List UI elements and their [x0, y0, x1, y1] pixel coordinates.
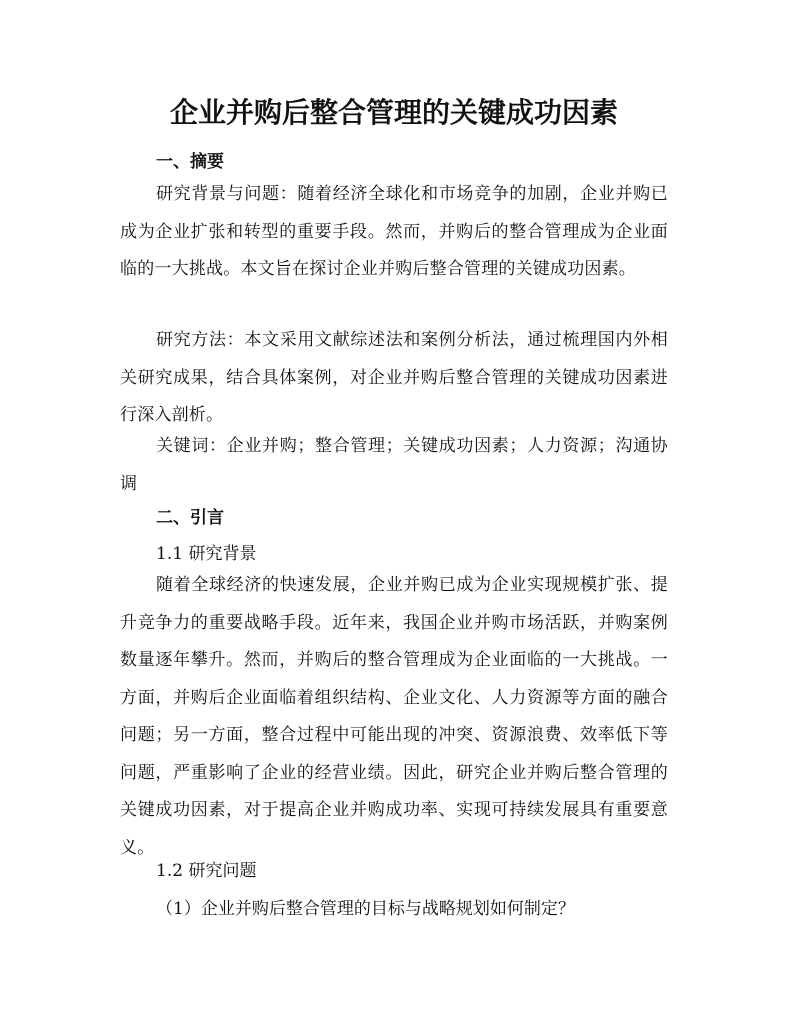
abstract-method-paragraph: 研究方法：本文采用文献综述法和案例分析法，通过梳理国内外相关研究成果，结合具体案例，对企业并购后整合管理的关键成功因素进行深入剖析。	[120, 330, 668, 425]
abstract-heading: 一、摘要	[156, 152, 224, 172]
question-item-1: （1）企业并购后整合管理的目标与战略规划如何制定？	[156, 899, 575, 919]
intro-heading: 二、引言	[156, 508, 224, 528]
document-title: 企业并购后整合管理的关键成功因素	[169, 96, 618, 129]
abstract-keywords-paragraph: 关键词：企业并购；整合管理；关键成功因素；人力资源；沟通协调	[120, 436, 668, 494]
background-subheading: 1.1 研究背景	[156, 544, 257, 564]
background-paragraph: 随着全球经济的快速发展，企业并购已成为企业实现规模扩张、提升竞争力的重要战略手段。近年来，我国企业并购市场活跃，并购案例数量逐年攀升。然而，并购后的整合管理成为企业面临的一大挑战。一方面，并购后企业面临着组织结构、企业文化、人力资源等方面的融合问题；另一方面，整合过程中可能出现的冲突、资源浪费、效率低下等问题，严重影响了企业的经营业绩。因此，研究企业并购后整合管理的关键成功因素，对于提高企业并购成功率、实现可持续发展具有重要意义。	[120, 575, 668, 858]
question-subheading: 1.2 研究问题	[156, 861, 257, 881]
abstract-background-paragraph: 研究背景与问题：随着经济全球化和市场竞争的加剧，企业并购已成为企业扩张和转型的重要手段。然而，并购后的整合管理成为企业面临的一大挑战。本文旨在探讨企业并购后整合管理的关键成功因素。	[120, 184, 668, 279]
